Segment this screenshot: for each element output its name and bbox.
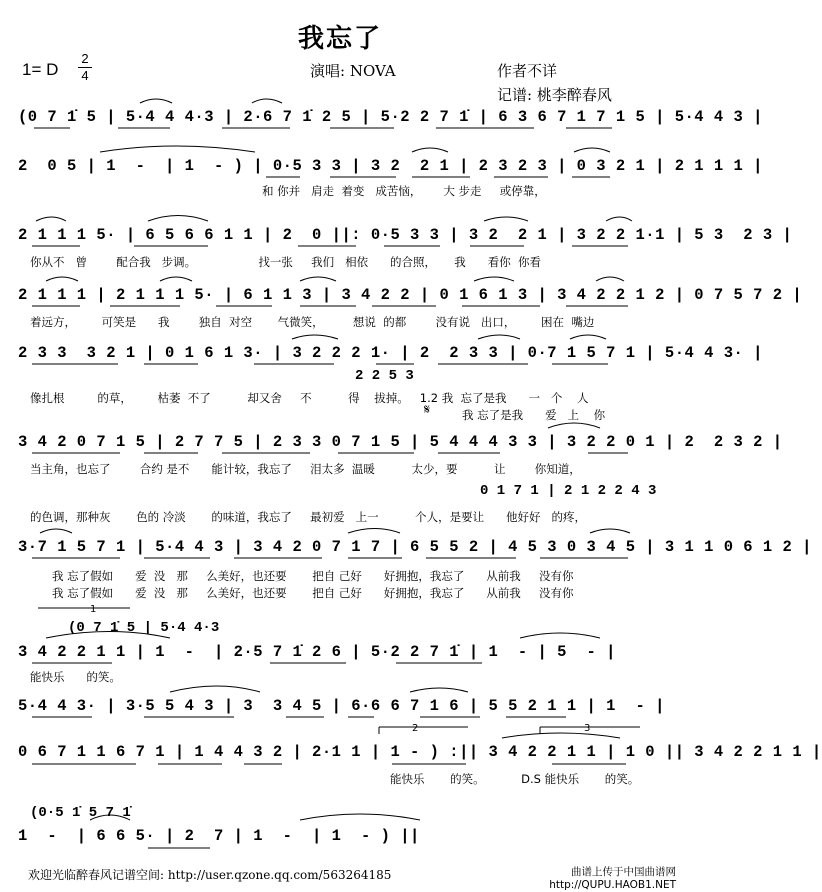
composer-credit: 作者不详 <box>497 62 558 80</box>
lyric-line: 像扎根 的草， 枯萎 不了 却又舍 不 得 拔掉。 1.2 我 忘了是我 一 个 人 <box>30 391 589 405</box>
intro-repeat: (0 7 1̇ 5 | 5·4 4·3 <box>68 620 220 636</box>
lyric-line: 能快乐 的笑。 D.S 能快乐 的笑。 <box>390 772 640 786</box>
song-title: 我忘了 <box>297 24 382 54</box>
staff-line-7 <box>0 538 812 600</box>
staff-line-2 <box>0 157 763 198</box>
footer-link[interactable]: 欢迎光临醉春风记谱空间: http://user.qzone.qq.com/563264185 <box>28 868 392 882</box>
lyric-line: 着远方， 可笑是 我 独自 对空 气微笑， 想说 的都 没有说 出口， 困在 嘴边 <box>30 315 595 329</box>
time-signature <box>78 52 92 83</box>
staff-line-9 <box>0 697 680 723</box>
lyric-line-repeat: 我 忘了假如 爱 没 那 么美好，也还要 把自 己好 好拥抱，我忘了 从前我 没有你 <box>52 586 574 600</box>
volta-1-label: 1 <box>90 604 97 615</box>
staff-line-3 <box>0 226 793 269</box>
lyric-line: 能快乐 的笑。 <box>30 670 121 684</box>
notation-line: 3 4 2 0 7 1 5 | 2 7 7 5 | 2 3 3 0 7 1 5 | 5 4 4 4 3 3 | 3 2 2 0 1 | 2 2 3 2 | <box>18 433 783 451</box>
watermark-line-1: 曲谱上传于中国曲谱网 <box>571 866 676 878</box>
notation-line: 1 - | 6 6 5· | 2 7 | 1 - | 1 - ) || <box>18 827 420 845</box>
volta-2-label: 2 <box>412 723 419 734</box>
time-top: 2 <box>81 51 89 66</box>
notation-line: 2 1 1 1 | 2 1 1 1 5· | 6 1 1 3 | 3 4 2 2 | 0 1 6 1 3 | 3 4 2 2 1 2 | 0 7 5 7 2 | <box>18 286 803 304</box>
staff-line-11 <box>0 827 680 853</box>
alt-notes: 2 2 5 3 <box>355 368 414 384</box>
staff-line-10 <box>0 743 822 786</box>
transcriber-credit: 记谱: 桃李醉春风 <box>497 86 612 104</box>
volta-3-label: 3 <box>584 723 591 734</box>
staff-line-8 <box>0 643 680 684</box>
lyric-line: 你从不 曾 配合我 步调。 找一张 我们 相依 的合照， 我 看你 你看 <box>30 255 542 269</box>
source-watermark <box>549 866 676 892</box>
lyric-line: 和 你并 肩走 着变 成苦恼， 大 步走 或停靠， <box>262 184 546 198</box>
notation-line: 2 1 1 1 5· | 6 5 6 6 1 1 | 2 0 ||: 0·5 3 3 | 3 2 2 1 | 3 2 2 1·1 | 5 3 2 3 | <box>18 226 793 244</box>
watermark-line-2: http://QUPU.HAOB1.NET <box>549 879 676 891</box>
coda-intro: (0·5 1̇ 5 7 1̇ <box>30 805 131 821</box>
alt-notes-upper: 0 1 7 1 | 2 1 2 2 4 3 <box>480 483 657 499</box>
notation-line: 0 6 7 1 1 6 7 1 | 1 4 4 3 2 | 2·1 1 | 1 - ) :|| 3 4 2 2 1 1 | 1 0 || 3 4 2 2 1 1 | <box>18 743 822 761</box>
notation-line: 3 4 2 2 1 1 | 1 - | 2·5 7 1̇ 2 6 | 5·2 2 7 1̇ | 1 - | 5 - | <box>18 643 616 661</box>
lyric-line: 当主角，也忘了 合约 是不 能计较，我忘了 泪太多 温暖 太少，要 让 你知道， <box>30 462 581 476</box>
staff-line-6 <box>0 433 783 476</box>
notation-line: 2 3 3 3 2 1 | 0 1 6 1 3· | 3 2 2 2 1· | 2 2 3 3 | 0·7 1 5 7 1 | 5·4 4 3· | <box>18 344 763 362</box>
lyric-line: 我 忘了假如 爱 没 那 么美好，也还要 把自 己好 好拥抱，我忘了 从前我 没有你 <box>52 569 574 583</box>
lyric-line-second-verse: 的色调，那种灰 色的 冷淡 的味道，我忘了 最初爱 上一 个人，是要让 他好好 的疼， <box>30 510 587 524</box>
key-signature: 1= D <box>22 60 59 79</box>
notation-line: 5·4 4 3· | 3·5 5 4 3 | 3 3 4 5 | 6·6 6 7 1 6 | 5 5 2 1 1 | 1 - | <box>18 697 665 715</box>
singer-credit: 演唱: NOVA <box>310 62 396 80</box>
notation-line: (0 7 1̇ 5 | 5·4 4 4·3 | 2·6 7 1̇ 2 5 | 5·2 2 7 1̇ | 6 3 6 7 1 7 1 5 | 5·4 4 3 | <box>18 108 763 126</box>
staff-line-4 <box>0 286 803 329</box>
time-bottom: 4 <box>81 68 89 83</box>
staff-line-1 <box>0 108 763 134</box>
notation-line: 2 0 5 | 1 - | 1 - ) | 0·5 3 3 | 3 2 2 1 | 2 3 2 3 | 0 3 2 1 | 2 1 1 1 | <box>18 157 763 175</box>
notation-line: 3·7 1 5 7 1 | 5·4 4 3 | 3 4 2 0 7 1 7 | 6 5 5 2 | 4 5 3 0 3 4 5 | 3 1 1 0 6 1 2 | <box>18 538 812 556</box>
lyric-alt: 我 忘了是我 爱 上 你 <box>462 408 606 422</box>
segno-icon: 𝄋 <box>424 402 431 418</box>
